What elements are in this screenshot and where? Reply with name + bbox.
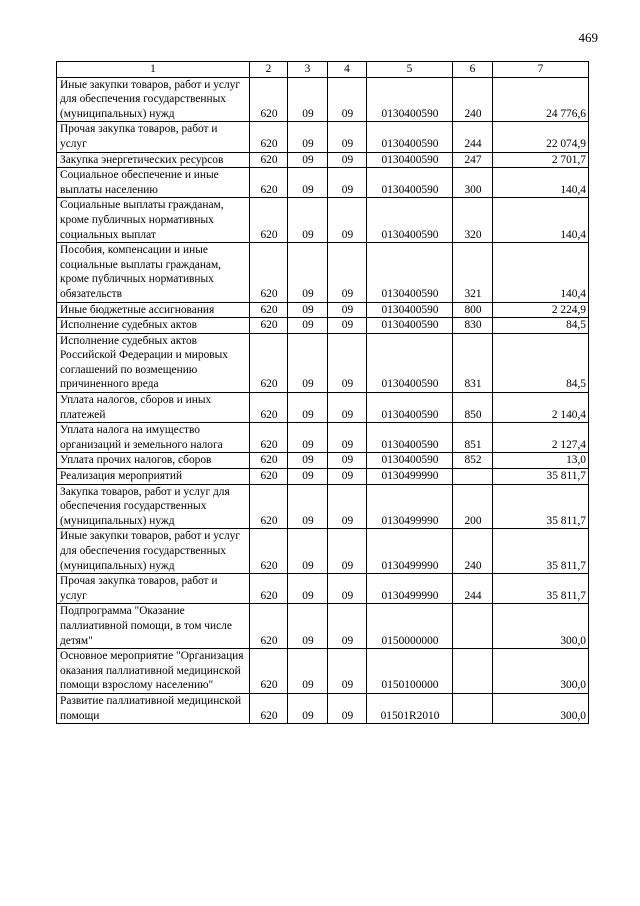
expense-name-cell: Иные закупки товаров, работ и услуг для обеспечения государственных (муниципальных) нужд <box>57 529 250 574</box>
section-code-cell: 09 <box>288 393 328 423</box>
subsection-code-cell: 09 <box>328 484 367 529</box>
expense-type-cell: 851 <box>453 423 493 453</box>
target-article-cell: 0130499990 <box>367 484 453 529</box>
section-code-cell: 09 <box>288 453 328 469</box>
subsection-code-cell: 09 <box>328 302 367 318</box>
table-row <box>57 453 589 469</box>
section-code-cell: 09 <box>288 77 328 122</box>
section-code-cell: 09 <box>288 333 328 392</box>
amount-cell: 300,0 <box>493 693 589 723</box>
table-row <box>57 423 589 453</box>
amount-cell: 300,0 <box>493 604 589 649</box>
admin-code-cell: 620 <box>250 604 288 649</box>
amount-cell: 2 224,9 <box>493 302 589 318</box>
subsection-code-cell: 09 <box>328 574 367 604</box>
header-cell: 7 <box>493 62 589 78</box>
target-article-cell: 0130400590 <box>367 152 453 168</box>
expense-name-cell: Социальное обеспечение и иные выплаты населению <box>57 168 250 198</box>
expense-name-cell: Уплата прочих налогов, сборов <box>57 453 250 469</box>
amount-cell: 84,5 <box>493 318 589 334</box>
target-article-cell: 0130400590 <box>367 318 453 334</box>
section-code-cell: 09 <box>288 318 328 334</box>
table-row <box>57 302 589 318</box>
expense-name-cell: Уплата налогов, сборов и иных платежей <box>57 393 250 423</box>
subsection-code-cell: 09 <box>328 122 367 152</box>
target-article-cell: 0130400590 <box>367 393 453 423</box>
header-cell: 3 <box>288 62 328 78</box>
expense-name-cell: Закупка энергетических ресурсов <box>57 152 250 168</box>
expense-type-cell <box>453 693 493 723</box>
amount-cell: 300,0 <box>493 649 589 694</box>
table-row <box>57 198 589 243</box>
admin-code-cell: 620 <box>250 198 288 243</box>
admin-code-cell: 620 <box>250 529 288 574</box>
admin-code-cell: 620 <box>250 484 288 529</box>
expense-name-cell: Иные закупки товаров, работ и услуг для обеспечения государственных (муниципальных) нужд <box>57 77 250 122</box>
subsection-code-cell: 09 <box>328 243 367 302</box>
subsection-code-cell: 09 <box>328 318 367 334</box>
amount-cell: 140,4 <box>493 168 589 198</box>
target-article-cell: 0130400590 <box>367 198 453 243</box>
target-article-cell: 0130400590 <box>367 168 453 198</box>
expense-name-cell: Закупка товаров, работ и услуг для обеспечения государственных (муниципальных) нужд <box>57 484 250 529</box>
expense-name-cell: Реализация мероприятий <box>57 469 250 485</box>
subsection-code-cell: 09 <box>328 168 367 198</box>
admin-code-cell: 620 <box>250 469 288 485</box>
admin-code-cell: 620 <box>250 649 288 694</box>
table-row <box>57 529 589 574</box>
target-article-cell: 0130400590 <box>367 423 453 453</box>
table-row <box>57 574 589 604</box>
subsection-code-cell: 09 <box>328 649 367 694</box>
expense-type-cell: 240 <box>453 77 493 122</box>
target-article-cell: 0130400590 <box>367 122 453 152</box>
expense-name-cell: Исполнение судебных актов <box>57 318 250 334</box>
target-article-cell: 0130499990 <box>367 529 453 574</box>
section-code-cell: 09 <box>288 693 328 723</box>
admin-code-cell: 620 <box>250 393 288 423</box>
target-article-cell: 0130499990 <box>367 469 453 485</box>
target-article-cell: 01501R2010 <box>367 693 453 723</box>
expense-type-cell: 300 <box>453 168 493 198</box>
target-article-cell: 0130400590 <box>367 333 453 392</box>
table-row <box>57 168 589 198</box>
expense-type-cell: 244 <box>453 574 493 604</box>
target-article-cell: 0130400590 <box>367 77 453 122</box>
subsection-code-cell: 09 <box>328 77 367 122</box>
section-code-cell: 09 <box>288 484 328 529</box>
table-row <box>57 77 589 122</box>
target-article-cell: 0130400590 <box>367 453 453 469</box>
expense-type-cell <box>453 469 493 485</box>
amount-cell: 140,4 <box>493 198 589 243</box>
expense-type-cell: 244 <box>453 122 493 152</box>
section-code-cell: 09 <box>288 198 328 243</box>
expense-type-cell <box>453 649 493 694</box>
table-body <box>57 77 589 724</box>
amount-cell: 2 127,4 <box>493 423 589 453</box>
header-cell: 4 <box>328 62 367 78</box>
subsection-code-cell: 09 <box>328 393 367 423</box>
table-row <box>57 333 589 392</box>
expense-type-cell: 320 <box>453 198 493 243</box>
expense-type-cell: 852 <box>453 453 493 469</box>
admin-code-cell: 620 <box>250 168 288 198</box>
header-cell: 2 <box>250 62 288 78</box>
expense-name-cell: Развитие паллиативной медицинской помощи <box>57 693 250 723</box>
header-cell: 5 <box>367 62 453 78</box>
expense-type-cell: 850 <box>453 393 493 423</box>
amount-cell: 13,0 <box>493 453 589 469</box>
admin-code-cell: 620 <box>250 453 288 469</box>
section-code-cell: 09 <box>288 423 328 453</box>
amount-cell: 35 811,7 <box>493 469 589 485</box>
expense-type-cell: 831 <box>453 333 493 392</box>
section-code-cell: 09 <box>288 649 328 694</box>
table-row <box>57 469 589 485</box>
section-code-cell: 09 <box>288 604 328 649</box>
expense-name-cell: Исполнение судебных актов Российской Федерации и мировых соглашений по возмещению причиненного вреда <box>57 333 250 392</box>
subsection-code-cell: 09 <box>328 333 367 392</box>
admin-code-cell: 620 <box>250 574 288 604</box>
section-code-cell: 09 <box>288 243 328 302</box>
subsection-code-cell: 09 <box>328 453 367 469</box>
table-row <box>57 484 589 529</box>
expense-name-cell: Подпрограмма "Оказание паллиативной помощи, в том числе детям" <box>57 604 250 649</box>
target-article-cell: 0150000000 <box>367 604 453 649</box>
table-row <box>57 693 589 723</box>
expense-type-cell: 800 <box>453 302 493 318</box>
expense-name-cell: Основное мероприятие "Организация оказания паллиативной медицинской помощи взрослому населению" <box>57 649 250 694</box>
expense-name-cell: Уплата налога на имущество организаций и земельного налога <box>57 423 250 453</box>
amount-cell: 35 811,7 <box>493 574 589 604</box>
subsection-code-cell: 09 <box>328 152 367 168</box>
expense-name-cell: Прочая закупка товаров, работ и услуг <box>57 122 250 152</box>
admin-code-cell: 620 <box>250 302 288 318</box>
subsection-code-cell: 09 <box>328 198 367 243</box>
subsection-code-cell: 09 <box>328 604 367 649</box>
admin-code-cell: 620 <box>250 318 288 334</box>
subsection-code-cell: 09 <box>328 693 367 723</box>
subsection-code-cell: 09 <box>328 423 367 453</box>
table-row <box>57 318 589 334</box>
target-article-cell: 0130499990 <box>367 574 453 604</box>
amount-cell: 35 811,7 <box>493 484 589 529</box>
budget-table <box>56 61 589 724</box>
amount-cell: 35 811,7 <box>493 529 589 574</box>
section-code-cell: 09 <box>288 122 328 152</box>
table-row <box>57 393 589 423</box>
section-code-cell: 09 <box>288 302 328 318</box>
table-row <box>57 649 589 694</box>
admin-code-cell: 620 <box>250 122 288 152</box>
table-row <box>57 122 589 152</box>
header-cell: 6 <box>453 62 493 78</box>
table-header-row <box>57 62 589 78</box>
section-code-cell: 09 <box>288 168 328 198</box>
admin-code-cell: 620 <box>250 77 288 122</box>
subsection-code-cell: 09 <box>328 529 367 574</box>
table-row <box>57 243 589 302</box>
expense-type-cell <box>453 604 493 649</box>
page-number: 469 <box>578 30 598 45</box>
subsection-code-cell: 09 <box>328 469 367 485</box>
admin-code-cell: 620 <box>250 152 288 168</box>
expense-type-cell: 830 <box>453 318 493 334</box>
admin-code-cell: 620 <box>250 693 288 723</box>
section-code-cell: 09 <box>288 529 328 574</box>
expense-type-cell: 200 <box>453 484 493 529</box>
expense-name-cell: Иные бюджетные ассигнования <box>57 302 250 318</box>
admin-code-cell: 620 <box>250 243 288 302</box>
target-article-cell: 0130400590 <box>367 243 453 302</box>
expense-type-cell: 321 <box>453 243 493 302</box>
section-code-cell: 09 <box>288 574 328 604</box>
section-code-cell: 09 <box>288 152 328 168</box>
expense-type-cell: 247 <box>453 152 493 168</box>
header-cell: 1 <box>57 62 250 78</box>
expense-name-cell: Пособия, компенсации и иные социальные выплаты гражданам, кроме публичных нормативных обязательств <box>57 243 250 302</box>
expense-name-cell: Прочая закупка товаров, работ и услуг <box>57 574 250 604</box>
admin-code-cell: 620 <box>250 333 288 392</box>
amount-cell: 2 140,4 <box>493 393 589 423</box>
target-article-cell: 0130400590 <box>367 302 453 318</box>
amount-cell: 24 776,6 <box>493 77 589 122</box>
target-article-cell: 0150100000 <box>367 649 453 694</box>
amount-cell: 22 074,9 <box>493 122 589 152</box>
amount-cell: 2 701,7 <box>493 152 589 168</box>
table-row <box>57 152 589 168</box>
amount-cell: 84,5 <box>493 333 589 392</box>
expense-type-cell: 240 <box>453 529 493 574</box>
amount-cell: 140,4 <box>493 243 589 302</box>
table-row <box>57 604 589 649</box>
expense-name-cell: Социальные выплаты гражданам, кроме публичных нормативных социальных выплат <box>57 198 250 243</box>
section-code-cell: 09 <box>288 469 328 485</box>
admin-code-cell: 620 <box>250 423 288 453</box>
